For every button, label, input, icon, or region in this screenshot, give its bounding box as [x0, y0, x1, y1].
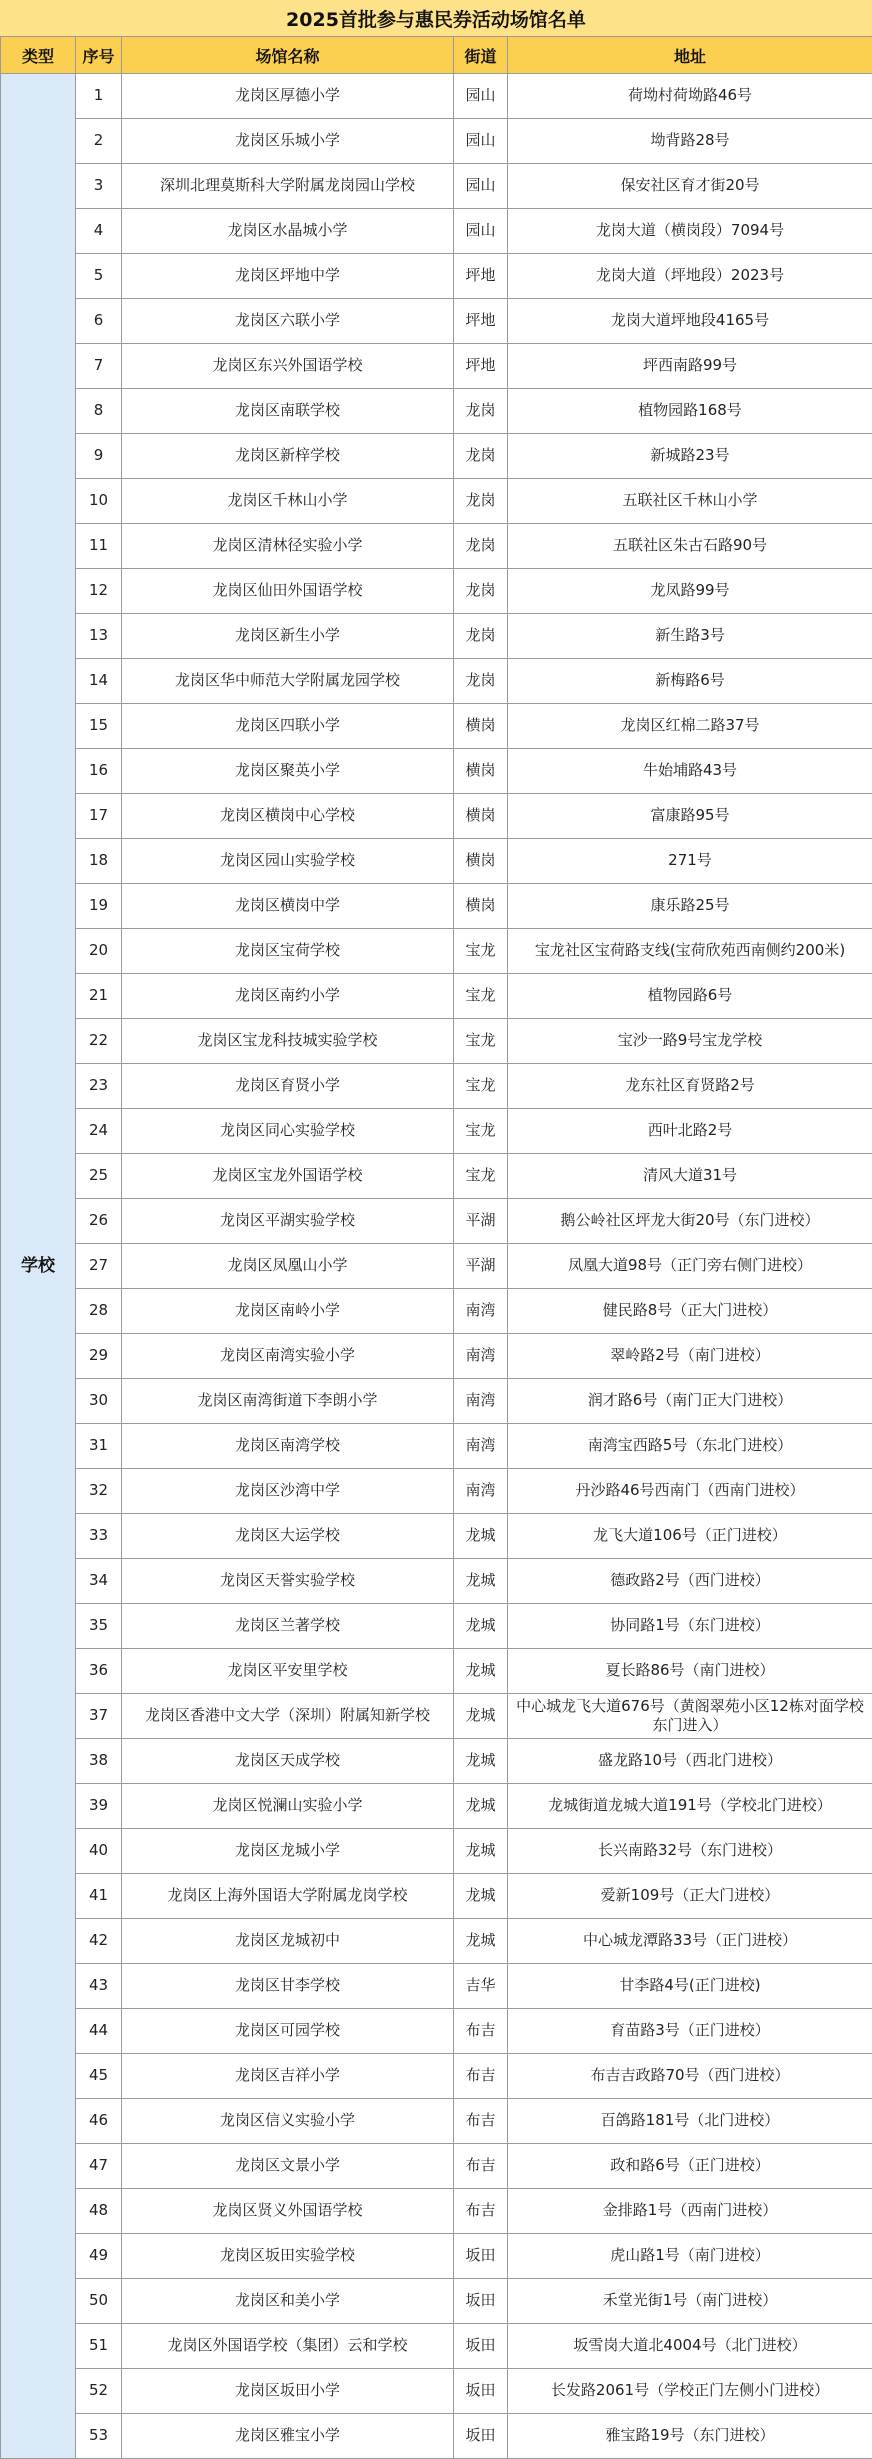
address-cell: 牛始埔路43号	[508, 749, 872, 794]
address-cell: 金排路1号（西南门进校）	[508, 2189, 872, 2234]
venue-name-cell: 龙岗区六联小学	[122, 299, 454, 344]
table-row	[1, 569, 872, 614]
seq-cell: 35	[76, 1604, 122, 1649]
table-row	[1, 839, 872, 884]
seq-cell: 4	[76, 209, 122, 254]
address-cell: 翠岭路2号（南门进校）	[508, 1334, 872, 1379]
table-row	[1, 254, 872, 299]
address-cell: 禾堂光街1号（南门进校）	[508, 2279, 872, 2324]
seq-cell: 23	[76, 1064, 122, 1109]
address-cell: 清风大道31号	[508, 1154, 872, 1199]
seq-cell: 8	[76, 389, 122, 434]
table-row	[1, 74, 872, 119]
venue-name-cell: 龙岗区文景小学	[122, 2144, 454, 2189]
table-row	[1, 1784, 872, 1829]
seq-cell: 20	[76, 929, 122, 974]
address-cell: 荷坳村荷坳路46号	[508, 74, 872, 119]
street-cell: 宝龙	[454, 929, 508, 974]
venue-name-cell: 龙岗区厚德小学	[122, 74, 454, 119]
venue-name-cell: 龙岗区乐城小学	[122, 119, 454, 164]
table-row	[1, 1919, 872, 1964]
venue-name-cell: 龙岗区平湖实验学校	[122, 1199, 454, 1244]
street-cell: 园山	[454, 209, 508, 254]
venue-table	[0, 36, 872, 2459]
seq-cell: 10	[76, 479, 122, 524]
street-cell: 布吉	[454, 2054, 508, 2099]
seq-cell: 12	[76, 569, 122, 614]
address-cell: 龙东社区育贤路2号	[508, 1064, 872, 1109]
address-cell: 长发路2061号（学校正门左侧小门进校）	[508, 2369, 872, 2414]
category-cell: 学校	[1, 74, 76, 2459]
street-cell: 宝龙	[454, 1019, 508, 1064]
street-cell: 横岗	[454, 704, 508, 749]
seq-cell: 28	[76, 1289, 122, 1334]
address-cell: 坳背路28号	[508, 119, 872, 164]
street-cell: 横岗	[454, 884, 508, 929]
venue-name-cell: 龙岗区聚英小学	[122, 749, 454, 794]
table-row	[1, 1244, 872, 1289]
address-cell: 德政路2号（西门进校）	[508, 1559, 872, 1604]
street-cell: 横岗	[454, 749, 508, 794]
venue-name-cell: 龙岗区坂田小学	[122, 2369, 454, 2414]
street-cell: 龙城	[454, 1514, 508, 1559]
address-cell: 宝沙一路9号宝龙学校	[508, 1019, 872, 1064]
address-cell: 凤凰大道98号（正门旁右侧门进校）	[508, 1244, 872, 1289]
seq-cell: 46	[76, 2099, 122, 2144]
venue-name-cell: 龙岗区龙城小学	[122, 1829, 454, 1874]
street-cell: 园山	[454, 164, 508, 209]
table-row	[1, 1154, 872, 1199]
street-cell: 龙岗	[454, 389, 508, 434]
venue-name-cell: 龙岗区上海外国语大学附属龙岗学校	[122, 1874, 454, 1919]
table-row	[1, 344, 872, 389]
venue-name-cell: 龙岗区新梓学校	[122, 434, 454, 479]
street-cell: 坂田	[454, 2369, 508, 2414]
address-cell: 龙岗大道（坪地段）2023号	[508, 254, 872, 299]
venue-name-cell: 龙岗区香港中文大学（深圳）附属知新学校	[122, 1694, 454, 1739]
street-cell: 南湾	[454, 1289, 508, 1334]
table-row	[1, 1649, 872, 1694]
address-cell: 润才路6号（南门正大门进校）	[508, 1379, 872, 1424]
header-row	[1, 37, 872, 74]
venue-name-cell: 龙岗区南岭小学	[122, 1289, 454, 1334]
seq-cell: 11	[76, 524, 122, 569]
seq-cell: 39	[76, 1784, 122, 1829]
table-row	[1, 884, 872, 929]
seq-cell: 1	[76, 74, 122, 119]
venue-name-cell: 龙岗区千林山小学	[122, 479, 454, 524]
seq-cell: 33	[76, 1514, 122, 1559]
seq-cell: 51	[76, 2324, 122, 2369]
address-cell: 康乐路25号	[508, 884, 872, 929]
seq-cell: 43	[76, 1964, 122, 2009]
address-cell: 五联社区千林山小学	[508, 479, 872, 524]
address-cell: 龙岗大道坪地段4165号	[508, 299, 872, 344]
table-row	[1, 1829, 872, 1874]
street-cell: 南湾	[454, 1334, 508, 1379]
seq-cell: 21	[76, 974, 122, 1019]
seq-cell: 7	[76, 344, 122, 389]
table-row	[1, 479, 872, 524]
street-cell: 龙岗	[454, 659, 508, 704]
street-cell: 龙城	[454, 1604, 508, 1649]
table-row	[1, 1289, 872, 1334]
seq-cell: 25	[76, 1154, 122, 1199]
address-cell: 丹沙路46号西南门（西南门进校）	[508, 1469, 872, 1514]
address-cell: 中心城龙潭路33号（正门进校）	[508, 1919, 872, 1964]
seq-cell: 6	[76, 299, 122, 344]
seq-cell: 47	[76, 2144, 122, 2189]
seq-cell: 22	[76, 1019, 122, 1064]
table-row	[1, 1694, 872, 1739]
table-row	[1, 2234, 872, 2279]
table-row	[1, 1604, 872, 1649]
venue-name-cell: 龙岗区坪地中学	[122, 254, 454, 299]
seq-cell: 9	[76, 434, 122, 479]
table-row	[1, 1559, 872, 1604]
header-seq: 序号	[76, 37, 122, 74]
table-row	[1, 2054, 872, 2099]
venue-name-cell: 龙岗区四联小学	[122, 704, 454, 749]
address-cell: 龙飞大道106号（正门进校）	[508, 1514, 872, 1559]
table-row	[1, 164, 872, 209]
venue-name-cell: 龙岗区园山实验学校	[122, 839, 454, 884]
street-cell: 龙岗	[454, 614, 508, 659]
table-row	[1, 1514, 872, 1559]
table-row	[1, 389, 872, 434]
street-cell: 龙城	[454, 1649, 508, 1694]
venue-name-cell: 龙岗区同心实验学校	[122, 1109, 454, 1154]
venue-name-cell: 龙岗区南湾街道下李朗小学	[122, 1379, 454, 1424]
street-cell: 龙城	[454, 1739, 508, 1784]
street-cell: 龙城	[454, 1919, 508, 1964]
street-cell: 坂田	[454, 2279, 508, 2324]
street-cell: 坂田	[454, 2414, 508, 2459]
table-row	[1, 1424, 872, 1469]
venue-name-cell: 龙岗区新生小学	[122, 614, 454, 659]
venue-name-cell: 龙岗区沙湾中学	[122, 1469, 454, 1514]
address-cell: 爱新109号（正大门进校）	[508, 1874, 872, 1919]
address-cell: 富康路95号	[508, 794, 872, 839]
address-cell: 五联社区朱古石路90号	[508, 524, 872, 569]
table-row	[1, 1199, 872, 1244]
venue-name-cell: 龙岗区悦澜山实验小学	[122, 1784, 454, 1829]
address-cell: 宝龙社区宝荷路支线(宝荷欣苑西南侧约200米)	[508, 929, 872, 974]
seq-cell: 26	[76, 1199, 122, 1244]
seq-cell: 40	[76, 1829, 122, 1874]
table-row	[1, 1064, 872, 1109]
venue-name-cell: 龙岗区天誉实验学校	[122, 1559, 454, 1604]
table-row	[1, 794, 872, 839]
address-cell: 盛龙路10号（西北门进校）	[508, 1739, 872, 1784]
table-row	[1, 2414, 872, 2459]
table-row	[1, 524, 872, 569]
address-cell: 保安社区育才街20号	[508, 164, 872, 209]
venue-name-cell: 龙岗区外国语学校（集团）云和学校	[122, 2324, 454, 2369]
venue-name-cell: 龙岗区东兴外国语学校	[122, 344, 454, 389]
address-cell: 坂雪岗大道北4004号（北门进校）	[508, 2324, 872, 2369]
venue-name-cell: 龙岗区和美小学	[122, 2279, 454, 2324]
table-row	[1, 2279, 872, 2324]
seq-cell: 41	[76, 1874, 122, 1919]
seq-cell: 29	[76, 1334, 122, 1379]
street-cell: 南湾	[454, 1379, 508, 1424]
table-row	[1, 1469, 872, 1514]
venue-name-cell: 龙岗区横岗中学	[122, 884, 454, 929]
seq-cell: 31	[76, 1424, 122, 1469]
seq-cell: 45	[76, 2054, 122, 2099]
venue-name-cell: 龙岗区宝龙科技城实验学校	[122, 1019, 454, 1064]
address-cell: 南湾宝西路5号（东北门进校）	[508, 1424, 872, 1469]
address-cell: 新城路23号	[508, 434, 872, 479]
table-row	[1, 2099, 872, 2144]
street-cell: 横岗	[454, 839, 508, 884]
street-cell: 南湾	[454, 1424, 508, 1469]
seq-cell: 3	[76, 164, 122, 209]
venue-name-cell: 龙岗区吉祥小学	[122, 2054, 454, 2099]
street-cell: 坪地	[454, 254, 508, 299]
address-cell: 新梅路6号	[508, 659, 872, 704]
venue-name-cell: 龙岗区甘李学校	[122, 1964, 454, 2009]
header-category: 类型	[1, 37, 76, 74]
venue-name-cell: 龙岗区宝龙外国语学校	[122, 1154, 454, 1199]
address-cell: 雅宝路19号（东门进校）	[508, 2414, 872, 2459]
venue-name-cell: 龙岗区雅宝小学	[122, 2414, 454, 2459]
seq-cell: 19	[76, 884, 122, 929]
seq-cell: 24	[76, 1109, 122, 1154]
street-cell: 坂田	[454, 2234, 508, 2279]
table-row	[1, 1874, 872, 1919]
seq-cell: 2	[76, 119, 122, 164]
street-cell: 平湖	[454, 1199, 508, 1244]
seq-cell: 48	[76, 2189, 122, 2234]
seq-cell: 30	[76, 1379, 122, 1424]
venue-name-cell: 龙岗区南联学校	[122, 389, 454, 434]
seq-cell: 36	[76, 1649, 122, 1694]
address-cell: 长兴南路32号（东门进校）	[508, 1829, 872, 1874]
street-cell: 平湖	[454, 1244, 508, 1289]
header-street: 街道	[454, 37, 508, 74]
table-row	[1, 614, 872, 659]
header-address: 地址	[508, 37, 872, 74]
venue-name-cell: 龙岗区水晶城小学	[122, 209, 454, 254]
table-row	[1, 974, 872, 1019]
table-row	[1, 434, 872, 479]
seq-cell: 53	[76, 2414, 122, 2459]
venue-name-cell: 龙岗区信义实验小学	[122, 2099, 454, 2144]
street-cell: 横岗	[454, 794, 508, 839]
seq-cell: 5	[76, 254, 122, 299]
address-cell: 虎山路1号（南门进校）	[508, 2234, 872, 2279]
address-cell: 龙城街道龙城大道191号（学校北门进校）	[508, 1784, 872, 1829]
seq-cell: 14	[76, 659, 122, 704]
street-cell: 园山	[454, 119, 508, 164]
table-row	[1, 2144, 872, 2189]
street-cell: 南湾	[454, 1469, 508, 1514]
street-cell: 龙城	[454, 1694, 508, 1739]
table-row	[1, 659, 872, 704]
header-venue-name: 场馆名称	[122, 37, 454, 74]
table-row	[1, 1964, 872, 2009]
address-cell: 龙岗大道（横岗段）7094号	[508, 209, 872, 254]
venue-name-cell: 龙岗区天成学校	[122, 1739, 454, 1784]
seq-cell: 17	[76, 794, 122, 839]
street-cell: 宝龙	[454, 974, 508, 1019]
street-cell: 宝龙	[454, 1154, 508, 1199]
venue-name-cell: 龙岗区宝荷学校	[122, 929, 454, 974]
street-cell: 龙岗	[454, 479, 508, 524]
table-row	[1, 929, 872, 974]
table-row	[1, 1334, 872, 1379]
seq-cell: 32	[76, 1469, 122, 1514]
table-row	[1, 209, 872, 254]
table-body	[1, 74, 872, 2459]
address-cell: 育苗路3号（正门进校）	[508, 2009, 872, 2054]
venue-name-cell: 龙岗区仙田外国语学校	[122, 569, 454, 614]
street-cell: 布吉	[454, 2099, 508, 2144]
venue-name-cell: 龙岗区南约小学	[122, 974, 454, 1019]
street-cell: 坪地	[454, 299, 508, 344]
venue-name-cell: 龙岗区凤凰山小学	[122, 1244, 454, 1289]
venue-name-cell: 龙岗区兰著学校	[122, 1604, 454, 1649]
street-cell: 宝龙	[454, 1109, 508, 1154]
address-cell: 中心城龙飞大道676号（黄阁翠苑小区12栋对面学校东门进入）	[508, 1694, 872, 1739]
address-cell: 龙凤路99号	[508, 569, 872, 614]
venue-name-cell: 龙岗区平安里学校	[122, 1649, 454, 1694]
table-row	[1, 1739, 872, 1784]
table-row	[1, 2324, 872, 2369]
street-cell: 布吉	[454, 2144, 508, 2189]
street-cell: 龙岗	[454, 524, 508, 569]
venue-name-cell: 龙岗区龙城初中	[122, 1919, 454, 1964]
table-row	[1, 704, 872, 749]
seq-cell: 37	[76, 1694, 122, 1739]
seq-cell: 34	[76, 1559, 122, 1604]
address-cell: 鹅公岭社区坪龙大街20号（东门进校）	[508, 1199, 872, 1244]
address-cell: 新生路3号	[508, 614, 872, 659]
venue-name-cell: 龙岗区育贤小学	[122, 1064, 454, 1109]
address-cell: 夏长路86号（南门进校）	[508, 1649, 872, 1694]
seq-cell: 44	[76, 2009, 122, 2054]
venue-name-cell: 龙岗区华中师范大学附属龙园学校	[122, 659, 454, 704]
address-cell: 坪西南路99号	[508, 344, 872, 389]
street-cell: 龙岗	[454, 569, 508, 614]
address-cell: 协同路1号（东门进校）	[508, 1604, 872, 1649]
table-row	[1, 749, 872, 794]
seq-cell: 16	[76, 749, 122, 794]
table-row	[1, 299, 872, 344]
street-cell: 布吉	[454, 2189, 508, 2234]
seq-cell: 50	[76, 2279, 122, 2324]
venue-name-cell: 龙岗区清林径实验小学	[122, 524, 454, 569]
table-row	[1, 1109, 872, 1154]
venue-name-cell: 龙岗区横岗中心学校	[122, 794, 454, 839]
table-row	[1, 2009, 872, 2054]
street-cell: 坂田	[454, 2324, 508, 2369]
table-row	[1, 119, 872, 164]
address-cell: 百鸽路181号（北门进校）	[508, 2099, 872, 2144]
seq-cell: 15	[76, 704, 122, 749]
venue-name-cell: 龙岗区南湾实验小学	[122, 1334, 454, 1379]
address-cell: 植物园路168号	[508, 389, 872, 434]
seq-cell: 18	[76, 839, 122, 884]
address-cell: 龙岗区红棉二路37号	[508, 704, 872, 749]
street-cell: 龙城	[454, 1559, 508, 1604]
address-cell: 植物园路6号	[508, 974, 872, 1019]
venue-name-cell: 龙岗区大运学校	[122, 1514, 454, 1559]
seq-cell: 13	[76, 614, 122, 659]
address-cell: 西叶北路2号	[508, 1109, 872, 1154]
seq-cell: 42	[76, 1919, 122, 1964]
street-cell: 龙城	[454, 1784, 508, 1829]
seq-cell: 27	[76, 1244, 122, 1289]
street-cell: 宝龙	[454, 1064, 508, 1109]
venue-name-cell: 龙岗区南湾学校	[122, 1424, 454, 1469]
venue-name-cell: 龙岗区可园学校	[122, 2009, 454, 2054]
table-row	[1, 1019, 872, 1064]
street-cell: 龙城	[454, 1829, 508, 1874]
venue-name-cell: 龙岗区坂田实验学校	[122, 2234, 454, 2279]
street-cell: 吉华	[454, 1964, 508, 2009]
address-cell: 甘李路4号(正门进校)	[508, 1964, 872, 2009]
venue-name-cell: 龙岗区贤义外国语学校	[122, 2189, 454, 2234]
table-row	[1, 2189, 872, 2234]
street-cell: 布吉	[454, 2009, 508, 2054]
address-cell: 布吉吉政路70号（西门进校）	[508, 2054, 872, 2099]
address-cell: 271号	[508, 839, 872, 884]
street-cell: 园山	[454, 74, 508, 119]
seq-cell: 49	[76, 2234, 122, 2279]
street-cell: 坪地	[454, 344, 508, 389]
street-cell: 龙岗	[454, 434, 508, 479]
table-row	[1, 1379, 872, 1424]
table-row	[1, 2369, 872, 2414]
street-cell: 龙城	[454, 1874, 508, 1919]
page-title: 2025首批参与惠民券活动场馆名单	[0, 0, 872, 37]
seq-cell: 52	[76, 2369, 122, 2414]
seq-cell: 38	[76, 1739, 122, 1784]
address-cell: 健民路8号（正大门进校）	[508, 1289, 872, 1334]
venue-name-cell: 深圳北理莫斯科大学附属龙岗园山学校	[122, 164, 454, 209]
address-cell: 政和路6号（正门进校）	[508, 2144, 872, 2189]
